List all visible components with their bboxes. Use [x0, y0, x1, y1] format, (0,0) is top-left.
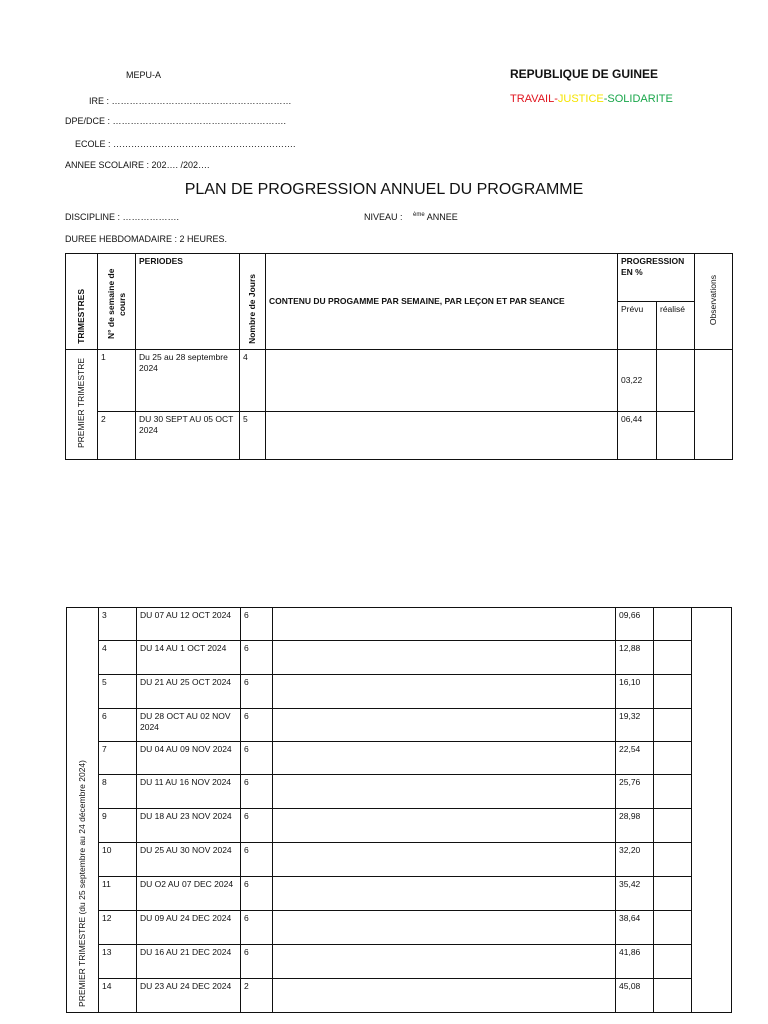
- prevu-cell: 22,54: [616, 742, 654, 775]
- table-row: [67, 979, 732, 1013]
- realise-cell[interactable]: [654, 709, 692, 742]
- jours-cell: 6: [241, 945, 273, 979]
- header-trimestres: TRIMESTRES: [66, 254, 98, 350]
- prevu-cell: 06,44: [617, 412, 656, 460]
- prevu-cell: 32,20: [616, 843, 654, 877]
- contenu-cell[interactable]: [273, 843, 616, 877]
- realise-cell[interactable]: [654, 775, 692, 809]
- trimestre-cell: PREMIER TRIMESTRE (du 25 septembre au 24 décembre 2024): [67, 608, 99, 1013]
- prevu-cell: 38,64: [616, 911, 654, 945]
- table-row: [67, 775, 732, 809]
- periode-cell: Du 25 au 28 septembre 2024: [136, 350, 240, 412]
- periode-cell: DU 14 AU 1 OCT 2024: [137, 641, 241, 675]
- realise-cell[interactable]: [654, 809, 692, 843]
- motto-justice: JUSTICE: [557, 93, 604, 105]
- semaine-num: 13: [99, 945, 137, 979]
- table-header-row: [66, 254, 733, 302]
- motto-solidarite: SOLIDARITE: [607, 93, 673, 105]
- semaine-num: 2: [98, 412, 136, 460]
- table-row: [66, 350, 733, 412]
- motto-travail: TRAVAIL: [510, 93, 555, 105]
- periode-cell: DU O2 AU 07 DEC 2024: [137, 877, 241, 911]
- contenu-cell[interactable]: [273, 675, 616, 709]
- header-semaine: N° de semaine de cours: [98, 254, 136, 350]
- periode-cell: DU 28 OCT AU 02 NOV 2024: [137, 709, 241, 742]
- header-contenu: CONTENU DU PROGAMME PAR SEMAINE, PAR LEÇON ET PAR SEANCE: [266, 254, 618, 350]
- niveau-field: [364, 212, 458, 222]
- contenu-cell[interactable]: [266, 412, 618, 460]
- ministry-label: MEPU-A: [126, 70, 162, 80]
- table-row: [66, 412, 733, 460]
- realise-cell[interactable]: [654, 608, 692, 641]
- ecole-field: ECOLE : …………………………………………………….: [75, 139, 296, 149]
- table-row: [67, 641, 732, 675]
- jours-cell: 6: [241, 608, 273, 641]
- contenu-cell[interactable]: [273, 608, 616, 641]
- contenu-cell[interactable]: [273, 945, 616, 979]
- realise-cell[interactable]: [654, 911, 692, 945]
- jours-cell: 4: [240, 350, 266, 412]
- periode-cell: DU 18 AU 23 NOV 2024: [137, 809, 241, 843]
- header-jours: Nombre de Jours: [240, 254, 266, 350]
- jours-cell: 6: [241, 742, 273, 775]
- contenu-cell[interactable]: [273, 641, 616, 675]
- realise-cell[interactable]: [656, 350, 694, 412]
- niveau-annee: ANNEE: [426, 212, 458, 222]
- prevu-cell: 16,10: [616, 675, 654, 709]
- table-row: [67, 675, 732, 709]
- prevu-cell: 19,32: [616, 709, 654, 742]
- semaine-num: 9: [99, 809, 137, 843]
- prevu-cell: 25,76: [616, 775, 654, 809]
- discipline-field: DISCIPLINE : ……………….: [65, 212, 180, 222]
- semaine-num: 1: [98, 350, 136, 412]
- jours-cell: 6: [241, 675, 273, 709]
- semaine-num: 7: [99, 742, 137, 775]
- table-row: [67, 877, 732, 911]
- national-motto: [510, 93, 673, 105]
- republic-title: REPUBLIQUE DE GUINEE: [510, 67, 659, 81]
- periode-cell: DU 04 AU 09 NOV 2024: [137, 742, 241, 775]
- realise-cell[interactable]: [654, 675, 692, 709]
- header-realise: réalisé: [656, 302, 694, 350]
- semaine-num: 6: [99, 709, 137, 742]
- niveau-label: NIVEAU :: [364, 212, 403, 222]
- table-row: [67, 843, 732, 877]
- table-row: [67, 608, 732, 641]
- table-row: [67, 742, 732, 775]
- jours-cell: 6: [241, 809, 273, 843]
- semaine-num: 4: [99, 641, 137, 675]
- prevu-cell: 41,86: [616, 945, 654, 979]
- progression-table-2: [66, 607, 732, 1013]
- jours-cell: 6: [241, 911, 273, 945]
- dpe-field: DPE/DCE : ………………………………………………….: [65, 116, 287, 126]
- progression-table-1: [65, 253, 733, 460]
- page-title: PLAN DE PROGRESSION ANNUEL DU PROGRAMME: [184, 181, 584, 198]
- semaine-num: 5: [99, 675, 137, 709]
- prevu-cell: 12,88: [616, 641, 654, 675]
- semaine-num: 12: [99, 911, 137, 945]
- contenu-cell[interactable]: [266, 350, 618, 412]
- semaine-num: 10: [99, 843, 137, 877]
- semaine-num: 14: [99, 979, 137, 1013]
- realise-cell[interactable]: [654, 843, 692, 877]
- observations-cell[interactable]: [692, 608, 732, 1013]
- header-prevu: Prévu: [617, 302, 656, 350]
- prevu-cell: 09,66: [616, 608, 654, 641]
- periode-cell: DU 11 AU 16 NOV 2024: [137, 775, 241, 809]
- header-periodes: PERIODES: [136, 254, 240, 350]
- periode-cell: DU 21 AU 25 OCT 2024: [137, 675, 241, 709]
- realise-cell[interactable]: [654, 641, 692, 675]
- semaine-num: 11: [99, 877, 137, 911]
- motto-sep1: -: [554, 93, 558, 105]
- observations-cell[interactable]: [695, 350, 733, 460]
- contenu-cell[interactable]: [273, 709, 616, 742]
- contenu-cell[interactable]: [273, 742, 616, 775]
- periode-cell: DU 30 SEPT AU 05 OCT 2024: [136, 412, 240, 460]
- table-row: [67, 709, 732, 742]
- periode-cell: DU 16 AU 21 DEC 2024: [137, 945, 241, 979]
- contenu-cell[interactable]: [273, 775, 616, 809]
- jours-cell: 2: [241, 979, 273, 1013]
- jours-cell: 6: [241, 775, 273, 809]
- contenu-cell[interactable]: [273, 877, 616, 911]
- prevu-cell: 45,08: [616, 979, 654, 1013]
- jours-cell: 6: [241, 641, 273, 675]
- realise-cell[interactable]: [654, 979, 692, 1013]
- jours-cell: 5: [240, 412, 266, 460]
- realise-cell[interactable]: [654, 742, 692, 775]
- realise-cell[interactable]: [654, 945, 692, 979]
- prevu-cell: 35,42: [616, 877, 654, 911]
- periode-cell: DU 09 AU 24 DEC 2024: [137, 911, 241, 945]
- annee-scolaire: ANNEE SCOLAIRE : 202…. /202….: [65, 160, 210, 170]
- trimestre-cell: PREMIER TRIMESTRE: [66, 350, 98, 460]
- jours-cell: 6: [241, 877, 273, 911]
- motto-sep2: -: [603, 93, 608, 105]
- periode-cell: DU 23 AU 24 DEC 2024: [137, 979, 241, 1013]
- niveau-sup: ème: [413, 212, 425, 218]
- prevu-cell: 28,98: [616, 809, 654, 843]
- prevu-cell: 03,22: [617, 350, 656, 412]
- table-row: [67, 945, 732, 979]
- header-progression: PROGRESSION EN %: [617, 254, 694, 302]
- table-row: [67, 911, 732, 945]
- contenu-cell[interactable]: [273, 911, 616, 945]
- realise-cell[interactable]: [654, 877, 692, 911]
- duree-hebdo: DUREE HEBDOMADAIRE : 2 HEURES.: [65, 234, 228, 244]
- header-observations: Observations: [695, 254, 733, 350]
- realise-cell[interactable]: [656, 412, 694, 460]
- contenu-cell[interactable]: [273, 979, 616, 1013]
- periode-cell: DU 25 AU 30 NOV 2024: [137, 843, 241, 877]
- table-row: [67, 809, 732, 843]
- semaine-num: 8: [99, 775, 137, 809]
- contenu-cell[interactable]: [273, 809, 616, 843]
- periode-cell: DU 07 AU 12 OCT 2024: [137, 608, 241, 641]
- ire-field: IRE : ……………………………………………………: [89, 96, 292, 106]
- jours-cell: 6: [241, 843, 273, 877]
- jours-cell: 6: [241, 709, 273, 742]
- semaine-num: 3: [99, 608, 137, 641]
